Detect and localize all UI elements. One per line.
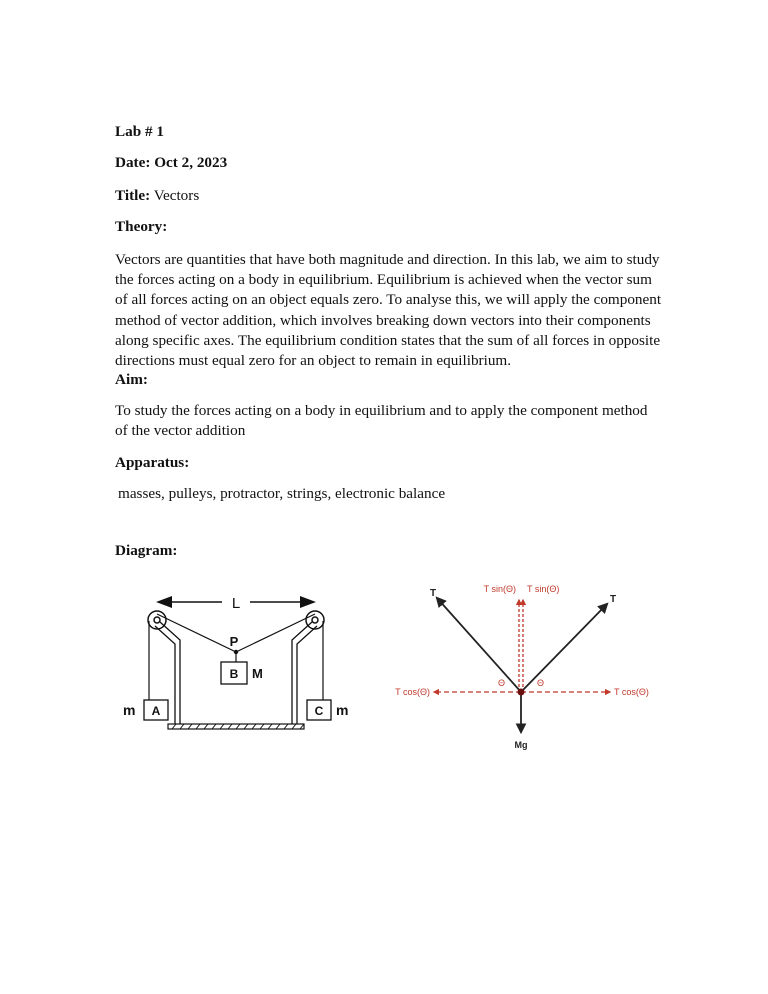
block-a-label: A — [151, 704, 161, 718]
angle-label-right: Θ — [537, 678, 545, 688]
block-b-label: B — [229, 667, 239, 681]
cos-label-left: T cos(Θ) — [395, 687, 430, 697]
base-platform — [168, 724, 304, 729]
date-label: Date: — [115, 154, 151, 171]
theory-line: method of vector addition, which involves breaking down vectors into their components — [115, 311, 651, 329]
title-line — [115, 186, 199, 206]
apparatus-heading: Apparatus: — [115, 454, 190, 471]
aim-line: of the vector addition — [115, 422, 246, 440]
tension-label-right: T — [610, 594, 617, 605]
setup-diagram — [110, 590, 360, 750]
pulley-left — [148, 611, 166, 629]
theory-line: Vectors are quantities that have both magnitude and direction. In this lab, we aim to study — [115, 251, 660, 268]
lab-number: Lab # 1 — [115, 123, 164, 140]
theory-paragraph — [115, 250, 662, 371]
title-value: Vectors — [153, 187, 200, 204]
tension-vector-left — [437, 598, 521, 692]
theory-line: directions must equal zero for an object to remain in equilibrium. — [115, 352, 512, 370]
weight-label: Mg — [514, 740, 528, 750]
aim-line: To study the forces acting on a body in equilibrium and to apply the component method — [115, 402, 648, 419]
diagram-heading: Diagram: — [115, 542, 178, 559]
angle-label-left: Θ — [498, 678, 506, 688]
title-label: Title: — [115, 187, 151, 204]
theory-line: of all forces acting on an object equals zero. To analyse this, we will apply the component — [115, 291, 662, 309]
mass-right-label: m — [336, 702, 349, 718]
aim-heading: Aim: — [115, 371, 148, 388]
tension-vector-right — [521, 604, 607, 692]
cos-label-right: T cos(Θ) — [614, 687, 649, 697]
apparatus-list: masses, pulleys, protractor, strings, electronic balance — [118, 485, 446, 502]
sin-label-left: T sin(Θ) — [483, 584, 516, 594]
tension-label-left: T — [430, 588, 437, 599]
block-c-label: C — [314, 704, 324, 718]
date-value: Oct 2, 2023 — [154, 154, 228, 171]
aim-paragraph — [115, 401, 655, 441]
theory-line: the forces acting on a body in equilibrium. Equilibrium is achieved when the vector sum — [115, 271, 652, 289]
theory-line: along specific axes. The equilibrium condition states that the sum of all forces in opposite — [115, 331, 661, 349]
date-line — [115, 153, 227, 173]
mass-center-label: M — [252, 666, 263, 681]
theory-heading: Theory: — [115, 218, 168, 235]
pulley-right — [306, 611, 324, 629]
mass-left-label: m — [123, 702, 136, 718]
junction-point — [234, 650, 238, 654]
force-diagram — [380, 580, 660, 770]
length-label: L — [231, 595, 241, 612]
sin-label-right: T sin(Θ) — [527, 584, 560, 594]
point-label: P — [229, 634, 239, 649]
origin-point — [518, 689, 525, 696]
